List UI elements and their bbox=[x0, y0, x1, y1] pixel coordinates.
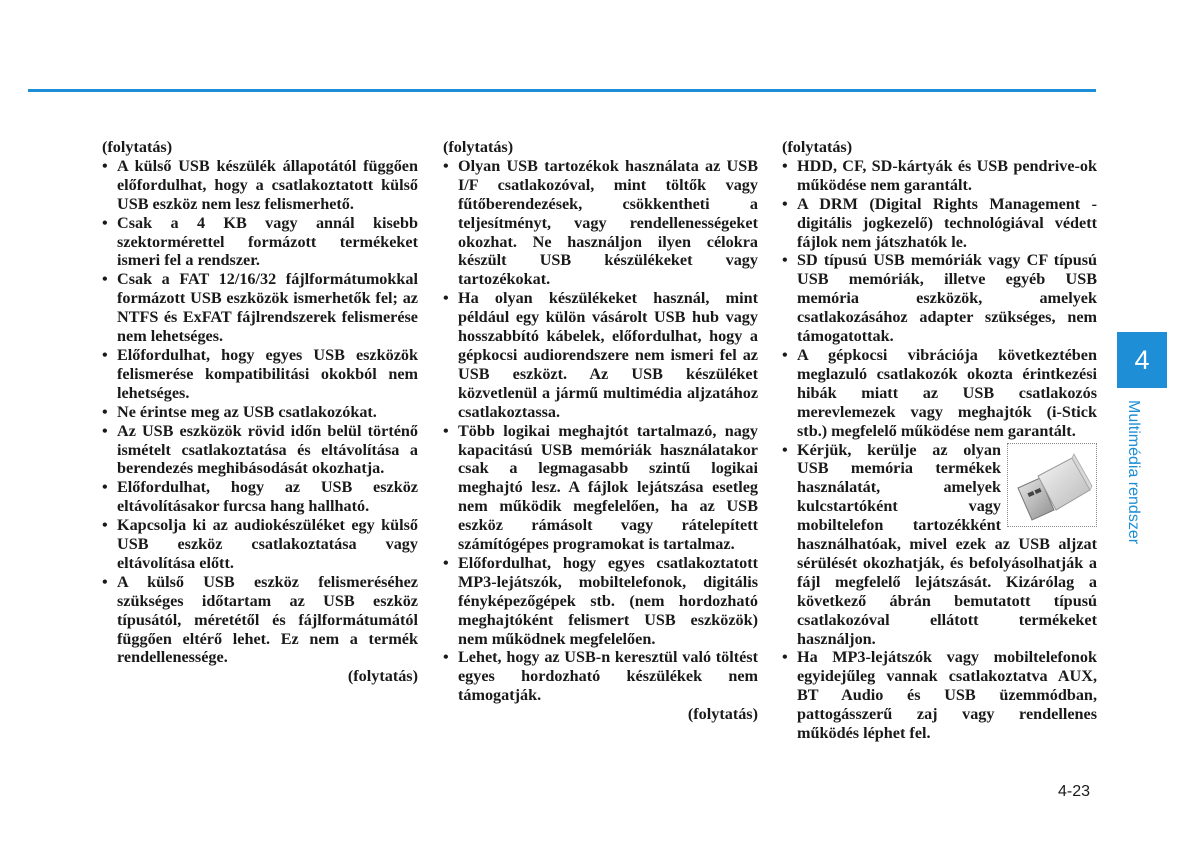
list-item: • Kapcsolja ki az audiokészüléket egy külső USB eszköz csatlakoztatása vagy eltávolítása előtt. bbox=[102, 516, 418, 572]
bullet-list bbox=[443, 157, 758, 705]
list-item: • Az USB eszközök rövid időn belül történő ismételt csatlakoztatása és eltávolítása a berendezés meghibásodását okozhatja. bbox=[102, 421, 418, 478]
list-item: • SD típusú USB memóriák vagy CF típusú USB memóriák, illetve egyéb USB memória eszközök, amelyek csatlakozásához adapter szükséges, nem támogatottak. bbox=[782, 251, 1097, 346]
usb-stick-icon bbox=[1010, 448, 1094, 522]
list-item: • HDD, CF, SD-kártyák és USB pendrive-ok működése nem garantált. bbox=[782, 156, 1097, 194]
chapter-number-tab: 4 bbox=[1117, 332, 1167, 388]
continued-label-top: (folytatás) bbox=[443, 138, 514, 156]
header-rule bbox=[28, 89, 1096, 92]
list-item: • A DRM (Digital Rights Management - digitális jogkezelő) technológiával védett fájlok nem játszhatók le. bbox=[782, 194, 1097, 251]
continued-label-top: (folytatás) bbox=[782, 138, 853, 156]
list-item: • Előfordulhat, hogy egyes csatlakoztatott MP3-lejátszók, mobiltelefonok, digitális fényképezőgépek stb. (nem hordozható meghajtóként felismert USB eszközök) nem működnek megfelelően. bbox=[443, 553, 758, 648]
bullet-list bbox=[102, 157, 418, 667]
list-item: • Kérjük, kerülje az olyan USB memória termékek használatát, amelyek kulcstartóként vagy mobiltelefon tartozékként használhatóak, mivel ezek az USB aljzat sérülését okozhatják, és befolyásolhatják a fájl megfelelő lejátszását. Kizárólag a következő ábrán bemutatott típusú csatlakozóval ellátott termékeket használjon. bbox=[782, 440, 1097, 648]
column-2 bbox=[443, 138, 758, 724]
usb-stick-image bbox=[1007, 443, 1097, 527]
bullet-list bbox=[782, 157, 1097, 743]
list-item: • Ha olyan készülékeket használ, mint például egy külön vásárolt USB hub vagy hosszabbító kábelek, előfordulhat, hogy a gépkocsi audiorendszere nem ismeri fel az USB eszközt. Az USB készüléket közvetlenül a jármű multimédia aljzatához csatlakoztassa. bbox=[443, 289, 758, 421]
list-item: • Ne érintse meg az USB csatlakozókat. bbox=[102, 402, 377, 421]
list-item: • Lehet, hogy az USB-n keresztül való töltést egyes hordozható készülékek nem támogatják. bbox=[443, 648, 758, 705]
column-1 bbox=[102, 138, 418, 686]
chapter-title: Multimédia rendszer bbox=[1125, 400, 1142, 545]
list-item: • Több logikai meghajtót tartalmazó, nagy kapacitású USB memóriák használatakor csak a legmagasabb szintű logikai meghajtó lesz. A fájlok lejátszása esetleg nem működik megfelelően, ha az USB eszköz rámásolt vagy rátelepített számítógépes programokat is tartalmaz. bbox=[443, 421, 758, 554]
list-item: • Csak a FAT 12/16/32 fájlformátumokkal formázott USB eszközök ismerhetők fel; az NTFS és ExFAT fájlrendszerek felismerése nem lehetséges. bbox=[102, 270, 418, 346]
continued-label-bottom: (folytatás) bbox=[347, 667, 418, 686]
continued-label-bottom: (folytatás) bbox=[687, 705, 758, 724]
list-item: • Olyan USB tartozékok használata az USB I/F csatlakozóval, mint töltők vagy fűtőberendezések, csökkentheti a teljesítményt, vagy rendellenességeket okozhat. Ne használjon ilyen célokra készült USB készülékeket vagy tartozékokat. bbox=[443, 156, 758, 289]
list-item: • Előfordulhat, hogy az USB eszköz eltávolításakor furcsa hang hallható. bbox=[102, 478, 418, 516]
list-item: • Ha MP3-lejátszók vagy mobiltelefonok egyidejűleg vannak csatlakoztatva AUX, BT Audio és USB üzemmódban, pattogásszerű zaj vagy rendellenes működés léphet fel. bbox=[782, 648, 1097, 743]
list-item: • Csak a 4 KB vagy annál kisebb szektormérettel formázott termékeket ismeri fel a rendszer. bbox=[102, 213, 418, 270]
list-item: • A külső USB készülék állapotától függően előfordulhat, hogy a csatlakoztatott külső USB eszköz nem lesz felismerhető. bbox=[102, 156, 418, 213]
continued-label-top: (folytatás) bbox=[102, 138, 173, 156]
list-item: • Előfordulhat, hogy egyes USB eszközök felismerése kompatibilitási okokból nem lehetséges. bbox=[102, 345, 418, 402]
column-3 bbox=[782, 138, 1097, 743]
list-item: • A gépkocsi vibrációja következtében meglazuló csatlakozók okozta érintkezési hibák miatt az USB csatlakozós merevlemezek vagy meghajtók (i-Stick stb.) megfelelő működése nem garantált. bbox=[782, 345, 1097, 440]
page-number: 4-23 bbox=[1058, 783, 1091, 800]
list-item: • A külső USB eszköz felismeréséhez szükséges időtartam az USB eszköz típusától, méretétől és fájlformátumától függően eltérő lehet. Ez nem a termék rendellenessége. bbox=[102, 572, 418, 667]
